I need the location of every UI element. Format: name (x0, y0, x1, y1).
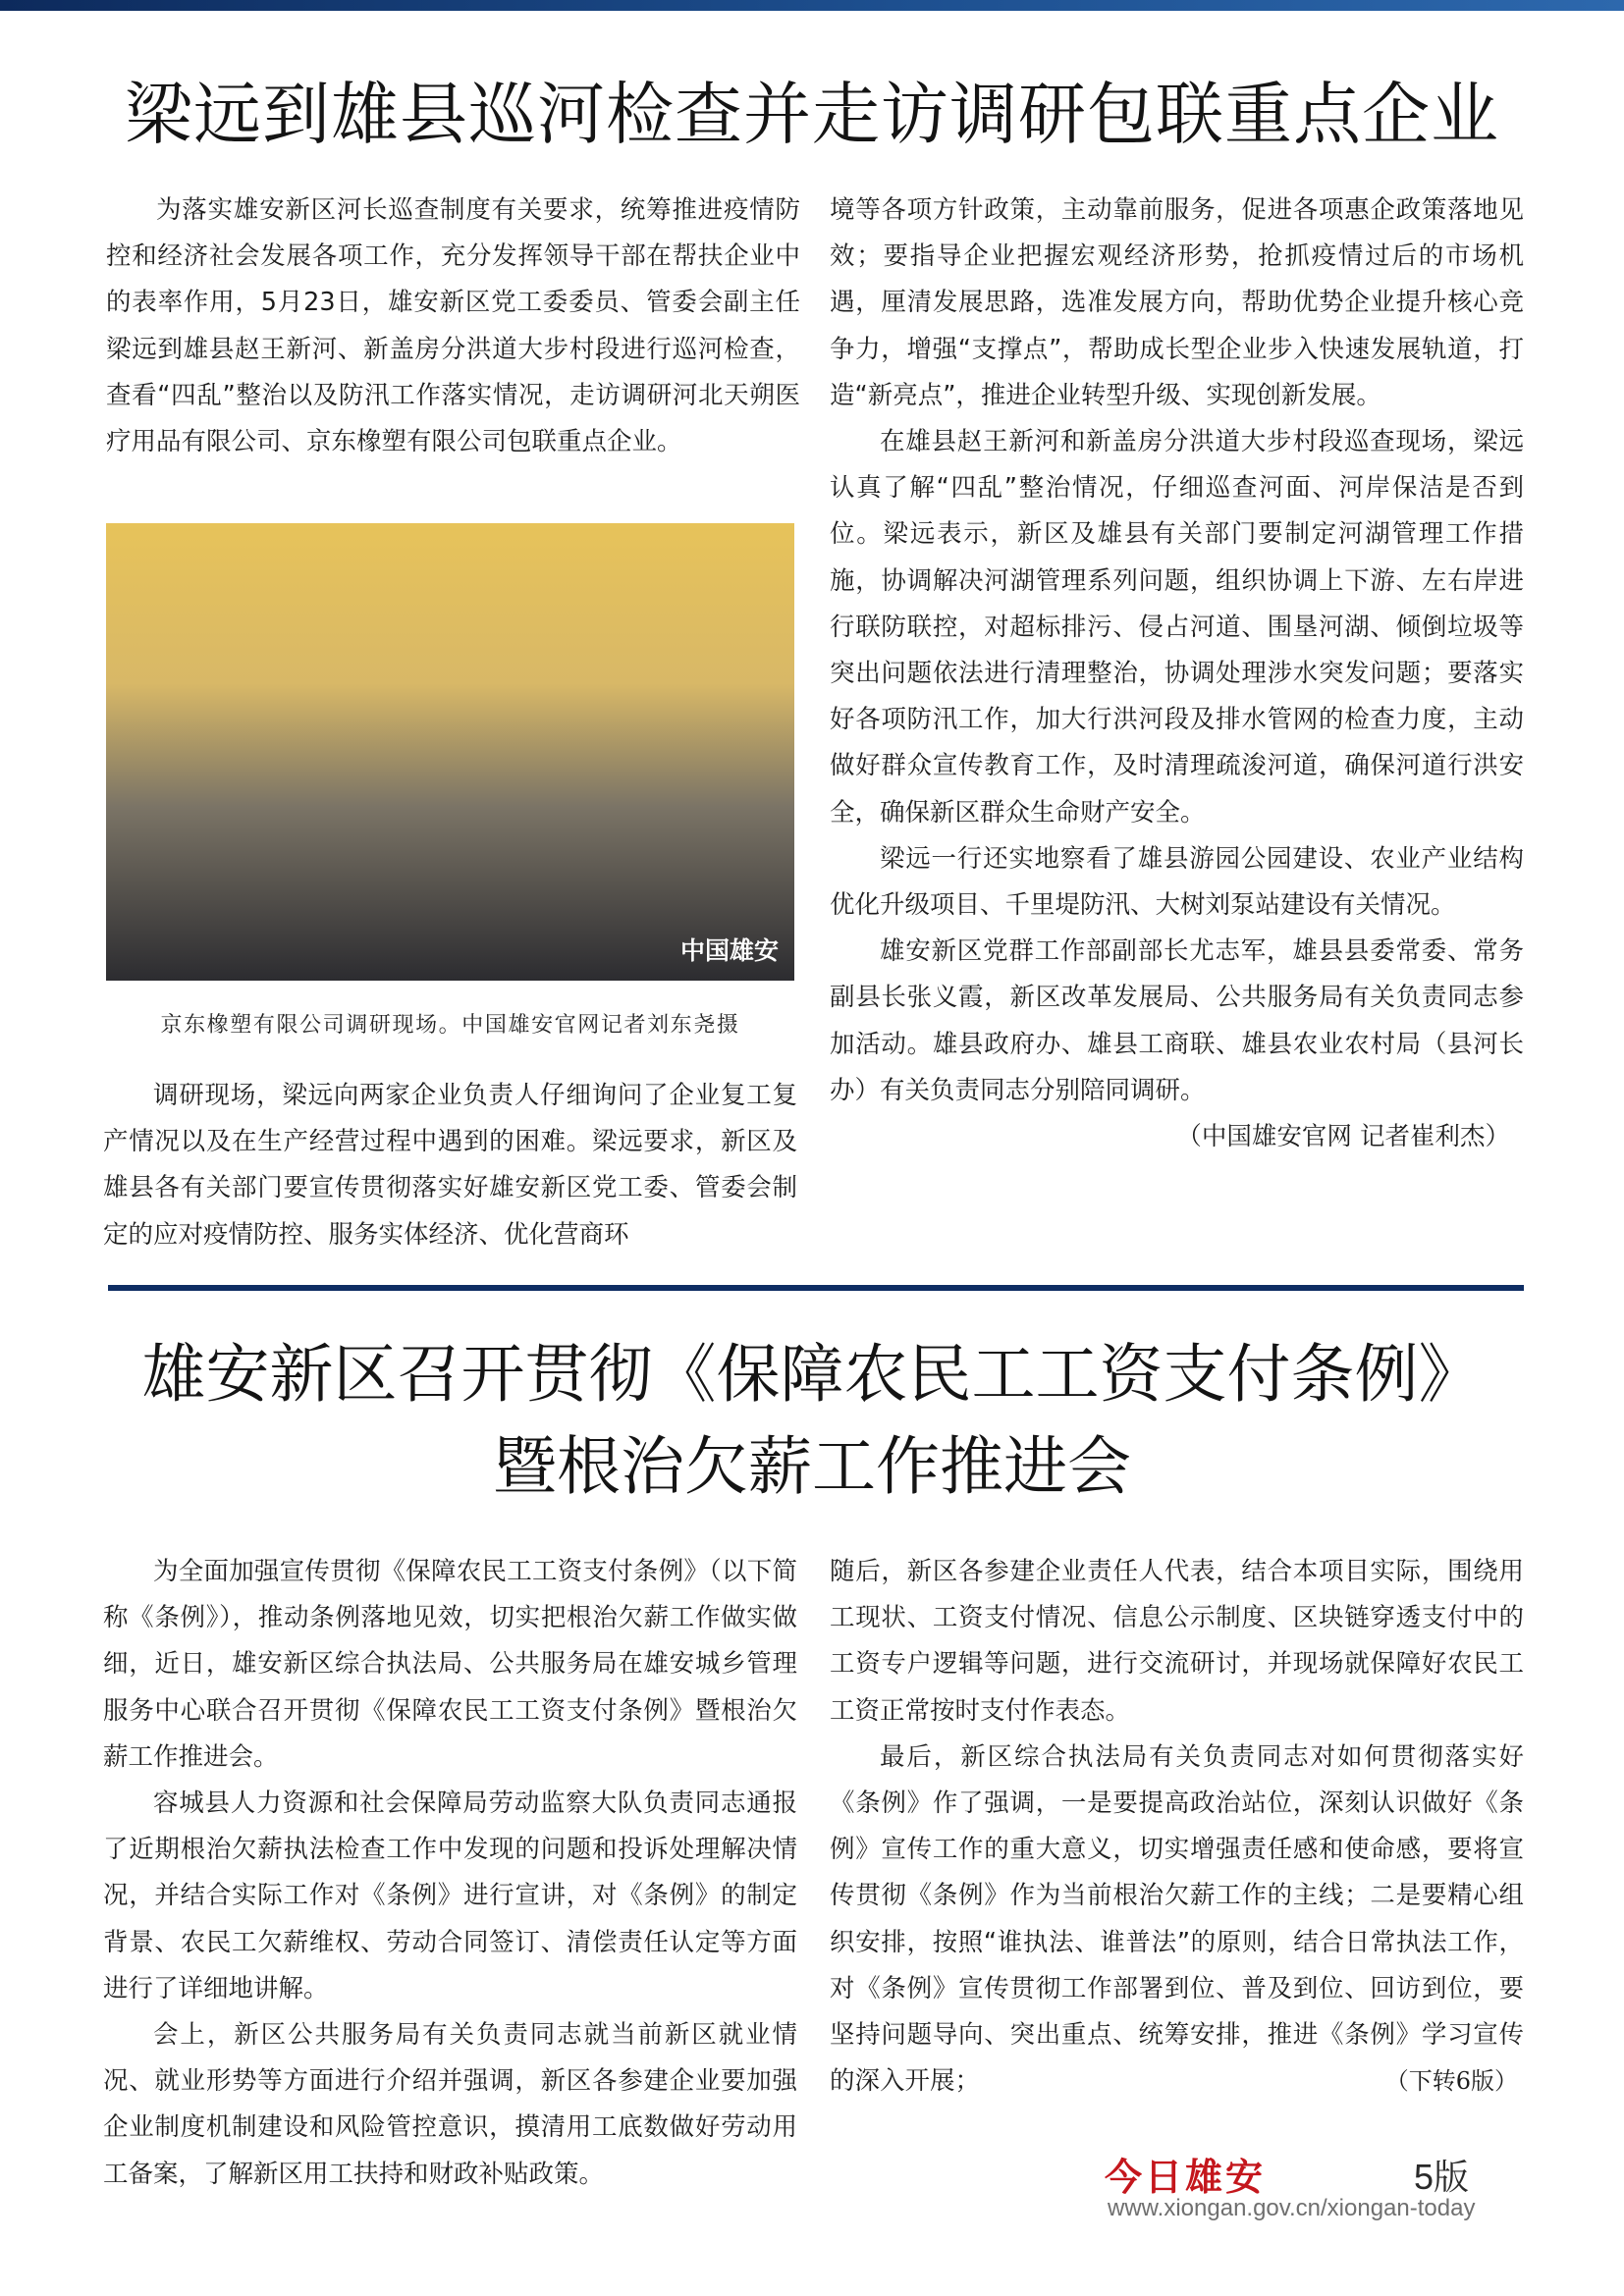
article-2-paragraph: 容城县人力资源和社会保障局劳动监察大队负责同志通报了近期根治欠薪执法检查工作中发现的问题和投诉处理解决情况，并结合实际工作对《条例》进行宣讲，对《条例》的制定背景、农民工欠薪维权、劳动合同签订、清偿责任认定等方面进行了详细地讲解。 (103, 1789, 797, 2003)
article-1-paragraph: 梁远一行还实地察看了雄县游园公园建设、农业产业结构优化升级项目、千里堤防汛、大树刘泵站建设有关情况。 (830, 843, 1524, 921)
article-1-photo (106, 523, 794, 981)
article-1-left-column-top (106, 187, 800, 465)
photo-watermark: 中国雄安 (679, 936, 779, 965)
article-2-title-line-1: 雄安新区召开贯彻《保障农民工工资支付条例》 (141, 1338, 1483, 1412)
article-1-credit: （中国雄安官网 记者崔利杰） (1176, 1122, 1510, 1152)
article-2-paragraph-continued: 随后，新区各参建企业责任人代表，结合本项目实际，围绕用工现状、工资支付情况、信息公示制度、区块链穿透支付中的工资专户逻辑等问题，进行交流研讨，并现场就保障好农民工工资正常按时支付作表态。 (830, 1557, 1524, 1726)
photo-caption: 京东橡塑有限公司调研现场。中国雄安官网记者刘东尧摄 (160, 1013, 740, 1038)
article-2-paragraph: 会上，新区公共服务局有关负责同志就当前新区就业情况、就业形势等方面进行介绍并强调，新区各参建企业要加强企业制度机制建设和风险管控意识，摸清用工底数做好劳动用工备案，了解新区用工扶持和财政补贴政策。 (103, 2020, 797, 2189)
continued-on-page-note: （下转6版） (1384, 2067, 1518, 2096)
article-1-paragraph: 调研现场，梁远向两家企业负责人仔细询问了企业复工复产情况以及在生产经营过程中遇到的困难。梁远要求，新区及雄县各有关部门要宣传贯彻落实好雄安新区党工委、管委会制定的应对疫情防控、服务实体经济、优化营商环 (103, 1081, 797, 1250)
article-1-right-column (830, 187, 1524, 1160)
article-2-left-column (103, 1549, 797, 2198)
top-rule (0, 0, 1624, 11)
article-1-paragraph: 在雄县赵王新河和新盖房分洪道大步村段巡查现场，梁远认真了解“四乱”整治情况，仔细巡查河面、河岸保洁是否到位。梁远表示，新区及雄县有关部门要制定河湖管理工作措施，协调解决河湖管理系列问题，组织协调上下游、左右岸进行联防联控，对超标排污、侵占河道、围垦河湖、倾倒垃圾等突出问题依法进行清理整治，协调处理涉水突发问题；要落实好各项防汛工作，加大行洪河段及排水管网的检查力度，主动做好群众宣传教育工作，及时清理疏浚河道，确保河道行洪安全，确保新区群众生命财产安全。 (830, 427, 1524, 828)
footer-brand-logo: 今日雄安 (1105, 2155, 1267, 2199)
article-1-paragraph: 雄安新区党群工作部副部长尤志军，雄县县委常委、常务副县长张义霞，新区改革发展局、公共服务局有关负责同志参加活动。雄县政府办、雄县工商联、雄县农业农村局（县河长办）有关负责同志分别陪同调研。 (830, 936, 1524, 1105)
article-1-title: 梁远到雄县巡河检查并走访调研包联重点企业 (125, 76, 1499, 154)
section-divider (108, 1285, 1524, 1291)
article-2-title-line-2: 暨根治欠薪工作推进会 (492, 1430, 1131, 1504)
article-2-right-column (830, 1549, 1524, 2105)
article-2-paragraph (830, 1735, 1524, 2106)
article-1-paragraph: 为落实雄安新区河长巡查制度有关要求，统筹推进疫情防控和经济社会发展各项工作，充分发挥领导干部在帮扶企业中的表率作用，5月23日，雄安新区党工委委员、管委会副主任梁远到雄县赵王新河、新盖房分洪道大步村段进行巡河检查，查看“四乱”整治以及防汛工作落实情况，走访调研河北天朔医疗用品有限公司、京东橡塑有限公司包联重点企业。 (106, 195, 800, 457)
article-2-paragraph: 为全面加强宣传贯彻《保障农民工工资支付条例》（以下简称《条例》），推动条例落地见效，切实把根治欠薪工作做实做细，近日，雄安新区综合执法局、公共服务局在雄安城乡管理服务中心联合召开贯彻《保障农民工工资支付条例》暨根治欠薪工作推进会。 (103, 1557, 797, 1772)
article-1-paragraph-continued: 境等各项方针政策，主动靠前服务，促进各项惠企政策落地见效；要指导企业把握宏观经济形势，抢抓疫情过后的市场机遇，厘清发展思路，选准发展方向，帮助优势企业提升核心竞争力，增强“支撑点”，帮助成长型企业步入快速发展轨道，打造“新亮点”，推进企业转型升级、实现创新发展。 (830, 195, 1524, 410)
footer-url: www.xiongan.gov.cn/xiongan-today (1108, 2195, 1476, 2221)
article-2-last-paragraph-text: 最后，新区综合执法局有关负责同志对如何贯彻落实好《条例》作了强调，一是要提高政治站位，深刻认识做好《条例》宣传工作的重大意义，切实增强责任感和使命感，要将宣传贯彻《条例》作为当前根治欠薪工作的主线；二是要精心组织安排，按照“谁执法、谁普法”的原则，结合日常执法工作，对《条例》宣传贯彻工作部署到位、普及到位、回访到位，要坚持问题导向、突出重点、统筹安排，推进《条例》学习宣传的深入开展； (830, 1741, 1524, 2097)
article-1-left-column-bottom (103, 1073, 797, 1258)
footer-page-number: 5版 (1414, 2157, 1470, 2197)
